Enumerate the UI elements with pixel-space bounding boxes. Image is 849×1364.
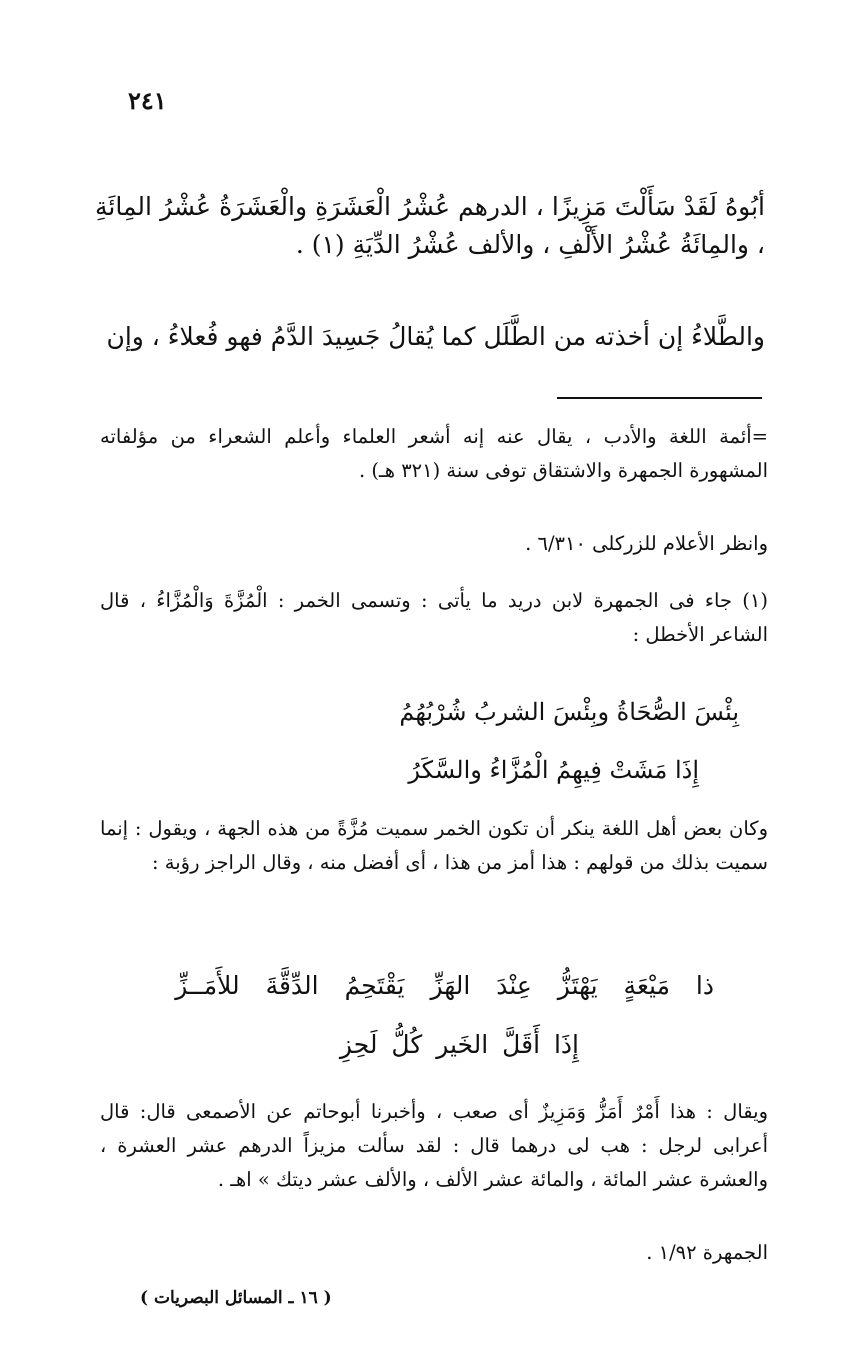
main-paragraph-2: والطَّلاءُ إن أخذته من الطَّلَل كما يُقالُ جَسِيدَ الدَّمُ فهو فُعلاءُ ، وإن <box>106 322 765 351</box>
footnote-continuation-text: =أئمة اللغة والأدب ، يقال عنه إنه أشعر العلماء وأعلم الشعراء من مؤلفاته المشهورة الجمهرة والاشتقاق توفى سنة (٣٢١ هـ) . <box>100 425 768 482</box>
footnote-1-text: (١) جاء فى الجمهرة لابن دريد ما يأتى : وتسمى الخمر : الْمُزَّةَ وَالْمُزَّاءُ ، قال الشاعر الأخطل : <box>100 589 768 646</box>
footnote-reference-2-text: الجمهرة ١/٩٢ . <box>646 1241 768 1264</box>
verse-line-3: ذا مَيْعَةٍ يَهْتَزُّ عِنْدَ الهَزِّ يَقْتَحِمُ الدِّقَّةَ للأَمَــزِّ <box>175 971 714 1000</box>
verse-line-1: بِئْسَ الصُّحَاةُ وبِئْسَ الشربُ شُرْبُهُمُ <box>399 698 739 726</box>
main-paragraph-1: أبُوهُ لَقَدْ سَأَلْتَ مَزِيزًا ، الدرهم عُشْرُ الْعَشَرَةِ والْعَشَرَةُ عُشْرُ المِائَةِ ، والمِائَةُ عُشْرُ الأَلْفِ ، والألف عُشْرُ الدِّيَةِ (١) . <box>95 192 765 259</box>
footnote-separator <box>557 397 762 399</box>
footnote-paragraph-3-text: وكان بعض أهل اللغة ينكر أن تكون الخمر سميت مُزَّةً من هذه الجهة ، ويقول : إنما سميت بذلك من قولهم : هذا أمز من هذا ، أى أفضل منه ، وقال الراجز رؤبة : <box>100 817 768 874</box>
verse-line-2: إِذَا مَشَتْ فِيهِمُ الْمُزَّاءُ والسَّكَرُ <box>408 756 699 784</box>
footnote-reference-text: وانظر الأعلام للزركلى ٦/٣١٠ . <box>525 532 768 555</box>
footnote-paragraph-4-text: ويقال : هذا أَمْرٌ أَمَزُّ وَمَزِيزٌ أى صعب ، وأخبرنا أبوحاتم عن الأصمعى قال: قال أعرابى لرجل : هب لى درهما قال : لقد سألت مزيزاً الدرهم عشر العشرة ، والعشرة عشر المائة ، والمائة عشر الألف ، والألف عشر ديتك » اهـ . <box>100 1100 768 1191</box>
footnote-paragraph-3 <box>100 812 768 880</box>
page-number: ٢٤١ <box>128 86 167 115</box>
footnote-continuation <box>100 420 768 488</box>
footnote-reference-2 <box>100 1236 768 1270</box>
footnote-reference <box>100 527 768 561</box>
footnote-paragraph-4 <box>100 1095 768 1197</box>
page-footer: ( ١٦ ـ المسائل البصريات ) <box>140 1288 332 1308</box>
footnote-1 <box>100 584 768 652</box>
verse-line-4: إِذَا أَقَلَّ الخَير كُلُّ لَحِزِ <box>339 1030 579 1059</box>
main-text-block-1 <box>95 188 765 264</box>
main-text-block-2 <box>95 318 765 356</box>
